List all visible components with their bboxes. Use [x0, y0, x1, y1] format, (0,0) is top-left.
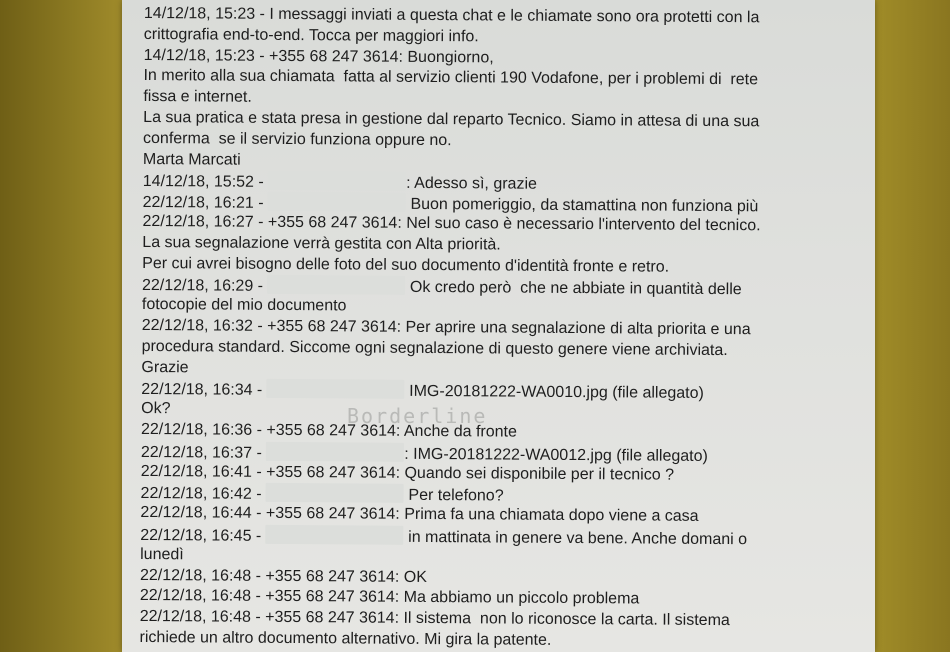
- line-text: Per cui avrei bisogno delle foto del suo documento d'identità fronte e retro.: [142, 254, 670, 276]
- redacted-name: [267, 379, 405, 399]
- line-text: 14/12/18, 15:23 - +355 68 247 3614: Buongiorno,: [143, 46, 494, 67]
- line-text: crittografia end-to-end. Tocca per maggiori info.: [143, 25, 479, 46]
- redacted-name: [267, 275, 405, 295]
- line-text: In merito alla sua chiamata fatta al servizio clienti 190 Vodafone, per i problemi di rete: [143, 67, 759, 89]
- line-text: La sua segnalazione verrà gestita con Alta priorità.: [142, 233, 501, 254]
- redacted-name: [266, 525, 404, 545]
- line-text: fissa e internet.: [143, 88, 252, 106]
- line-text: 22/12/18, 16:42 -: [140, 485, 267, 504]
- redacted-name: [266, 483, 404, 503]
- transcript-line: [139, 628, 859, 652]
- line-text: 22/12/18, 16:48 - +355 68 247 3614: Il sistema non lo riconosce la carta. Il sistema: [139, 608, 730, 630]
- line-text: 22/12/18, 16:44 - +355 68 247 3614: Prima fa una chiamata dopo viene a casa: [140, 504, 699, 526]
- line-text-continued: Buon pomeriggio, da stamattina non funziona più: [405, 196, 759, 216]
- line-text: 22/12/18, 16:21 -: [142, 194, 269, 213]
- line-text-continued: in mattinata in genere va bene. Anche domani o: [403, 528, 748, 549]
- line-text: 22/12/18, 16:48 - +355 68 247 3614: Ma abbiamo un piccolo problema: [139, 587, 640, 608]
- line-text: 22/12/18, 16:41 - +355 68 247 3614: Quando sei disponibile per il tecnico ?: [140, 462, 675, 484]
- redacted-name: [268, 171, 406, 191]
- line-text: Grazie: [141, 358, 189, 376]
- redacted-name: [268, 192, 406, 212]
- line-text: 14/12/18, 15:23 - I messaggi inviati a questa chat e le chiamate sono ora protetti con la: [143, 4, 760, 27]
- background-left: [0, 0, 122, 652]
- line-text: Ok?: [141, 400, 171, 418]
- line-text: 22/12/18, 16:36 - +355 68 247 3614: Anche da fronte: [140, 420, 517, 441]
- line-text-continued: IMG-20181222-WA0010.jpg (file allegato): [404, 383, 704, 403]
- line-text-continued: Per telefono?: [403, 487, 504, 505]
- line-text-continued: : Adesso sì, grazie: [406, 175, 537, 194]
- line-text: richiede un altro documento alternativo. Mi gira la patente.: [139, 628, 552, 649]
- line-text: fotocopie del mio documento: [141, 296, 347, 315]
- line-text: 22/12/18, 16:27 - +355 68 247 3614: Nel suo caso è necessario l'intervento del tecnico.: [142, 212, 761, 235]
- background-right: [875, 0, 950, 652]
- line-text: Marta Marcati: [142, 150, 241, 169]
- line-text: lunedì: [140, 545, 184, 564]
- line-text: 22/12/18, 16:32 - +355 68 247 3614: Per aprire una segnalazione di alta priorita e una: [141, 316, 751, 339]
- chat-transcript: [139, 4, 863, 652]
- line-text: La sua pratica e stata presa in gestione dal reparto Tecnico. Siamo in attesa di una sua: [143, 108, 760, 131]
- line-text-continued: Ok credo però che ne abbiate in quantità delle: [405, 279, 742, 299]
- line-text: 22/12/18, 16:29 -: [141, 277, 268, 296]
- line-text: 22/12/18, 16:37 -: [140, 443, 267, 462]
- line-text: 22/12/18, 16:34 -: [141, 381, 267, 400]
- line-text: conferma se il servizio funziona oppure no.: [143, 129, 452, 149]
- line-text: 22/12/18, 16:45 -: [140, 526, 266, 545]
- printed-sheet: [122, 0, 875, 652]
- watermark: Borderline: [347, 404, 488, 428]
- redacted-name: [266, 442, 404, 462]
- line-text: 22/12/18, 16:48 - +355 68 247 3614: OK: [139, 566, 427, 586]
- line-text: procedura standard. Siccome ogni segnalazione di questo genere viene archiviata.: [141, 337, 728, 359]
- line-text: 14/12/18, 15:52 -: [142, 173, 269, 192]
- line-text-continued: : IMG-20181222-WA0012.jpg (file allegato): [404, 445, 708, 465]
